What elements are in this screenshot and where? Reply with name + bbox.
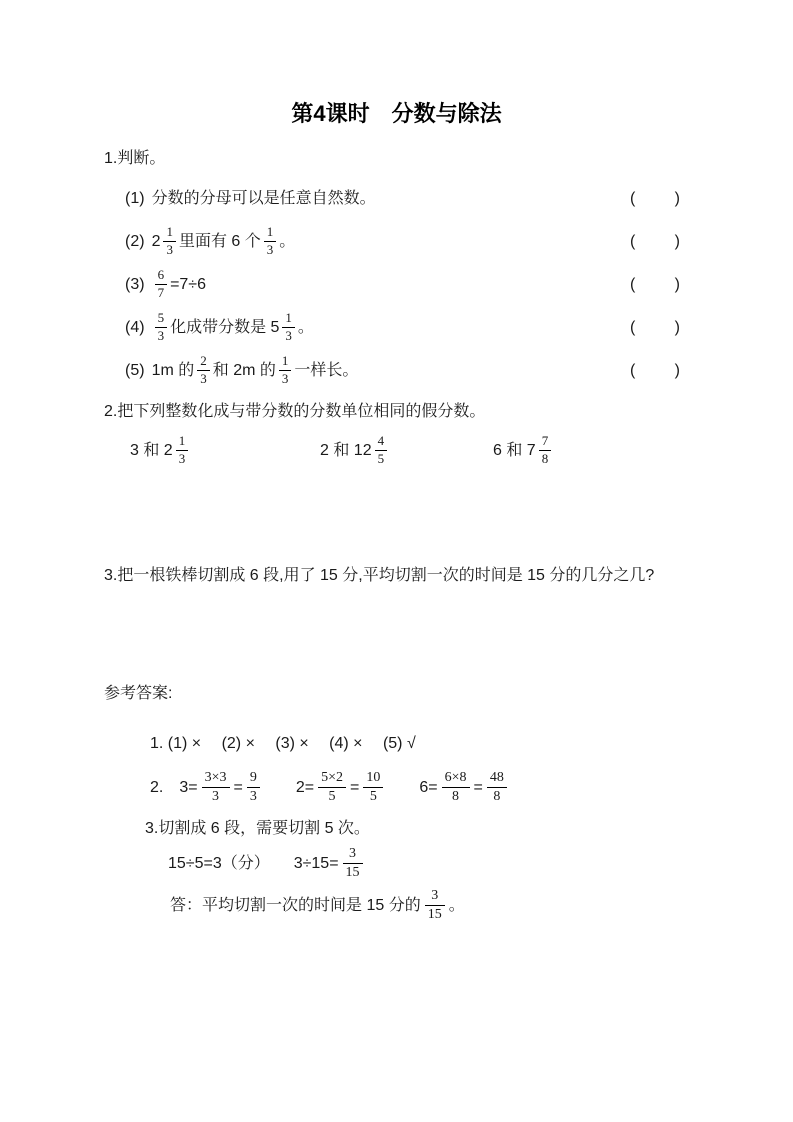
item-number: (1): [125, 190, 145, 207]
answer-line-3-statement: [0, 817, 793, 841]
text-segment: 2. 3=: [150, 779, 198, 796]
text-segment: 3 和 2: [130, 442, 173, 459]
fraction: [155, 311, 168, 344]
fraction-denominator: 5: [328, 789, 336, 805]
fraction: [375, 434, 388, 467]
fraction: [247, 770, 260, 805]
judgment-parens: [630, 349, 680, 392]
judgment-item: [0, 220, 793, 263]
open-paren: (: [630, 318, 636, 336]
fraction-denominator: 7: [157, 285, 165, 301]
text-segment: =: [233, 779, 243, 796]
text-segment: 6=: [387, 779, 438, 796]
fraction-numerator: 5: [155, 311, 168, 328]
text-segment: 。: [448, 897, 465, 914]
fraction-denominator: 3: [166, 242, 173, 258]
text-segment: 里面有 6 个: [178, 233, 261, 250]
close-paren: ): [674, 318, 680, 336]
judgment-parens: [630, 306, 680, 349]
q1-heading: 1.判断。: [104, 150, 166, 167]
fraction: [343, 846, 363, 881]
fraction-numerator: 2: [197, 354, 210, 371]
fraction: [176, 434, 189, 467]
q2-item: [320, 429, 493, 473]
fraction-denominator: 3: [266, 242, 274, 258]
fraction-numerator: 5×2: [318, 770, 346, 788]
answer-line-3-calculation: [0, 842, 793, 886]
fraction-numerator: 6: [155, 268, 168, 285]
item-number: (2): [125, 233, 145, 250]
fraction-denominator: 5: [369, 789, 377, 805]
judgment-parens: [630, 220, 680, 263]
text-segment: 2=: [263, 779, 315, 796]
answer-line-2: [0, 764, 793, 812]
fraction: [155, 268, 168, 301]
fraction-denominator: 3: [212, 789, 220, 805]
fraction-denominator: 3: [178, 451, 186, 467]
text-segment: 6 和 7: [493, 442, 536, 459]
fraction-numerator: 4: [375, 434, 388, 451]
text-segment: 化成带分数是 5: [170, 319, 280, 336]
text-segment: =: [473, 779, 483, 796]
q2-item: [130, 429, 320, 473]
fraction-numerator: 1: [264, 225, 277, 242]
fraction: [363, 770, 383, 805]
fraction-numerator: 3×3: [202, 770, 230, 788]
fraction: [318, 770, 346, 805]
fraction: [197, 354, 210, 387]
answer-line-1: [0, 732, 793, 756]
open-paren: (: [630, 232, 636, 250]
fraction: [442, 770, 470, 805]
fraction-numerator: 10: [363, 770, 383, 788]
fraction-denominator: 8: [541, 451, 549, 467]
fraction-numerator: 3: [343, 846, 363, 864]
fraction: [202, 770, 230, 805]
judgment-item: [0, 263, 793, 306]
fraction-numerator: 3: [425, 888, 445, 906]
item-number: (4): [125, 319, 145, 336]
q2-heading: 2.把下列整数化成与带分数的分数单位相同的假分数。: [104, 403, 486, 420]
fraction-denominator: 5: [377, 451, 385, 467]
open-paren: (: [630, 275, 636, 293]
judgment-item: [0, 177, 793, 220]
text-segment: 一样长。: [294, 362, 359, 379]
fraction-denominator: 15: [345, 865, 360, 881]
fraction-denominator: 15: [427, 907, 442, 923]
item-number: (5): [125, 362, 145, 379]
fraction-denominator: 3: [285, 328, 292, 344]
fraction-numerator: 48: [487, 770, 507, 788]
text-segment: 分数的分母可以是任意自然数。: [151, 190, 376, 207]
fraction-denominator: 3: [157, 328, 165, 344]
text-segment: 答：平均切割一次的时间是 15 分的: [170, 897, 421, 914]
judgment-parens: [630, 177, 680, 220]
fraction-numerator: 1: [282, 311, 295, 328]
text-segment: 1m 的: [151, 362, 195, 379]
q1-item-list: [0, 177, 793, 392]
text-segment: 1. (1) × (2) × (3) × (4) × (5) √: [150, 735, 416, 752]
fraction-denominator: 3: [249, 789, 257, 805]
item-number: (3): [125, 276, 145, 293]
close-paren: ): [674, 275, 680, 293]
answers-heading: 参考答案:: [104, 685, 173, 702]
q2-item-row: [0, 429, 793, 473]
text-segment: 3.切割成 6 段，需要切割 5 次。: [145, 820, 370, 837]
text-segment: 2 和 12: [320, 442, 372, 459]
text-segment: 和 2m 的: [212, 362, 276, 379]
fraction-denominator: 3: [200, 371, 207, 387]
close-paren: ): [674, 232, 680, 250]
fraction-numerator: 1: [163, 225, 176, 242]
text-segment: =: [350, 779, 360, 796]
fraction-numerator: 1: [176, 434, 189, 451]
text-segment: 2: [151, 233, 161, 250]
text-segment: 。: [297, 319, 314, 336]
fraction: [425, 888, 445, 923]
fraction: [487, 770, 507, 805]
fraction: [282, 311, 295, 344]
open-paren: (: [630, 189, 636, 207]
fraction-numerator: 7: [539, 434, 552, 451]
fraction-numerator: 6×8: [442, 770, 470, 788]
judgment-parens: [630, 263, 680, 306]
fraction-denominator: 8: [452, 789, 460, 805]
fraction-numerator: 1: [279, 354, 292, 371]
fraction-denominator: 8: [493, 789, 501, 805]
text-segment: =7÷6: [170, 276, 206, 293]
fraction-numerator: 9: [247, 770, 260, 788]
close-paren: ): [674, 361, 680, 379]
close-paren: ): [674, 189, 680, 207]
open-paren: (: [630, 361, 636, 379]
judgment-item: [0, 306, 793, 349]
judgment-item: [0, 349, 793, 392]
text-segment: 15÷5=3（分） 3÷15=: [168, 855, 339, 872]
q3-heading: 3.把一根铁棒切割成 6 段,用了 15 分,平均切割一次的时间是 15 分的几分之几?: [104, 567, 655, 584]
fraction: [279, 354, 292, 387]
fraction: [539, 434, 552, 467]
page-title: 第4课时 分数与除法: [291, 101, 502, 126]
text-segment: 。: [279, 233, 296, 250]
fraction: [264, 225, 277, 258]
q2-item: [493, 429, 554, 473]
answer-line-3-final-answer: [0, 882, 793, 930]
fraction-denominator: 3: [281, 371, 289, 387]
fraction: [163, 225, 176, 258]
